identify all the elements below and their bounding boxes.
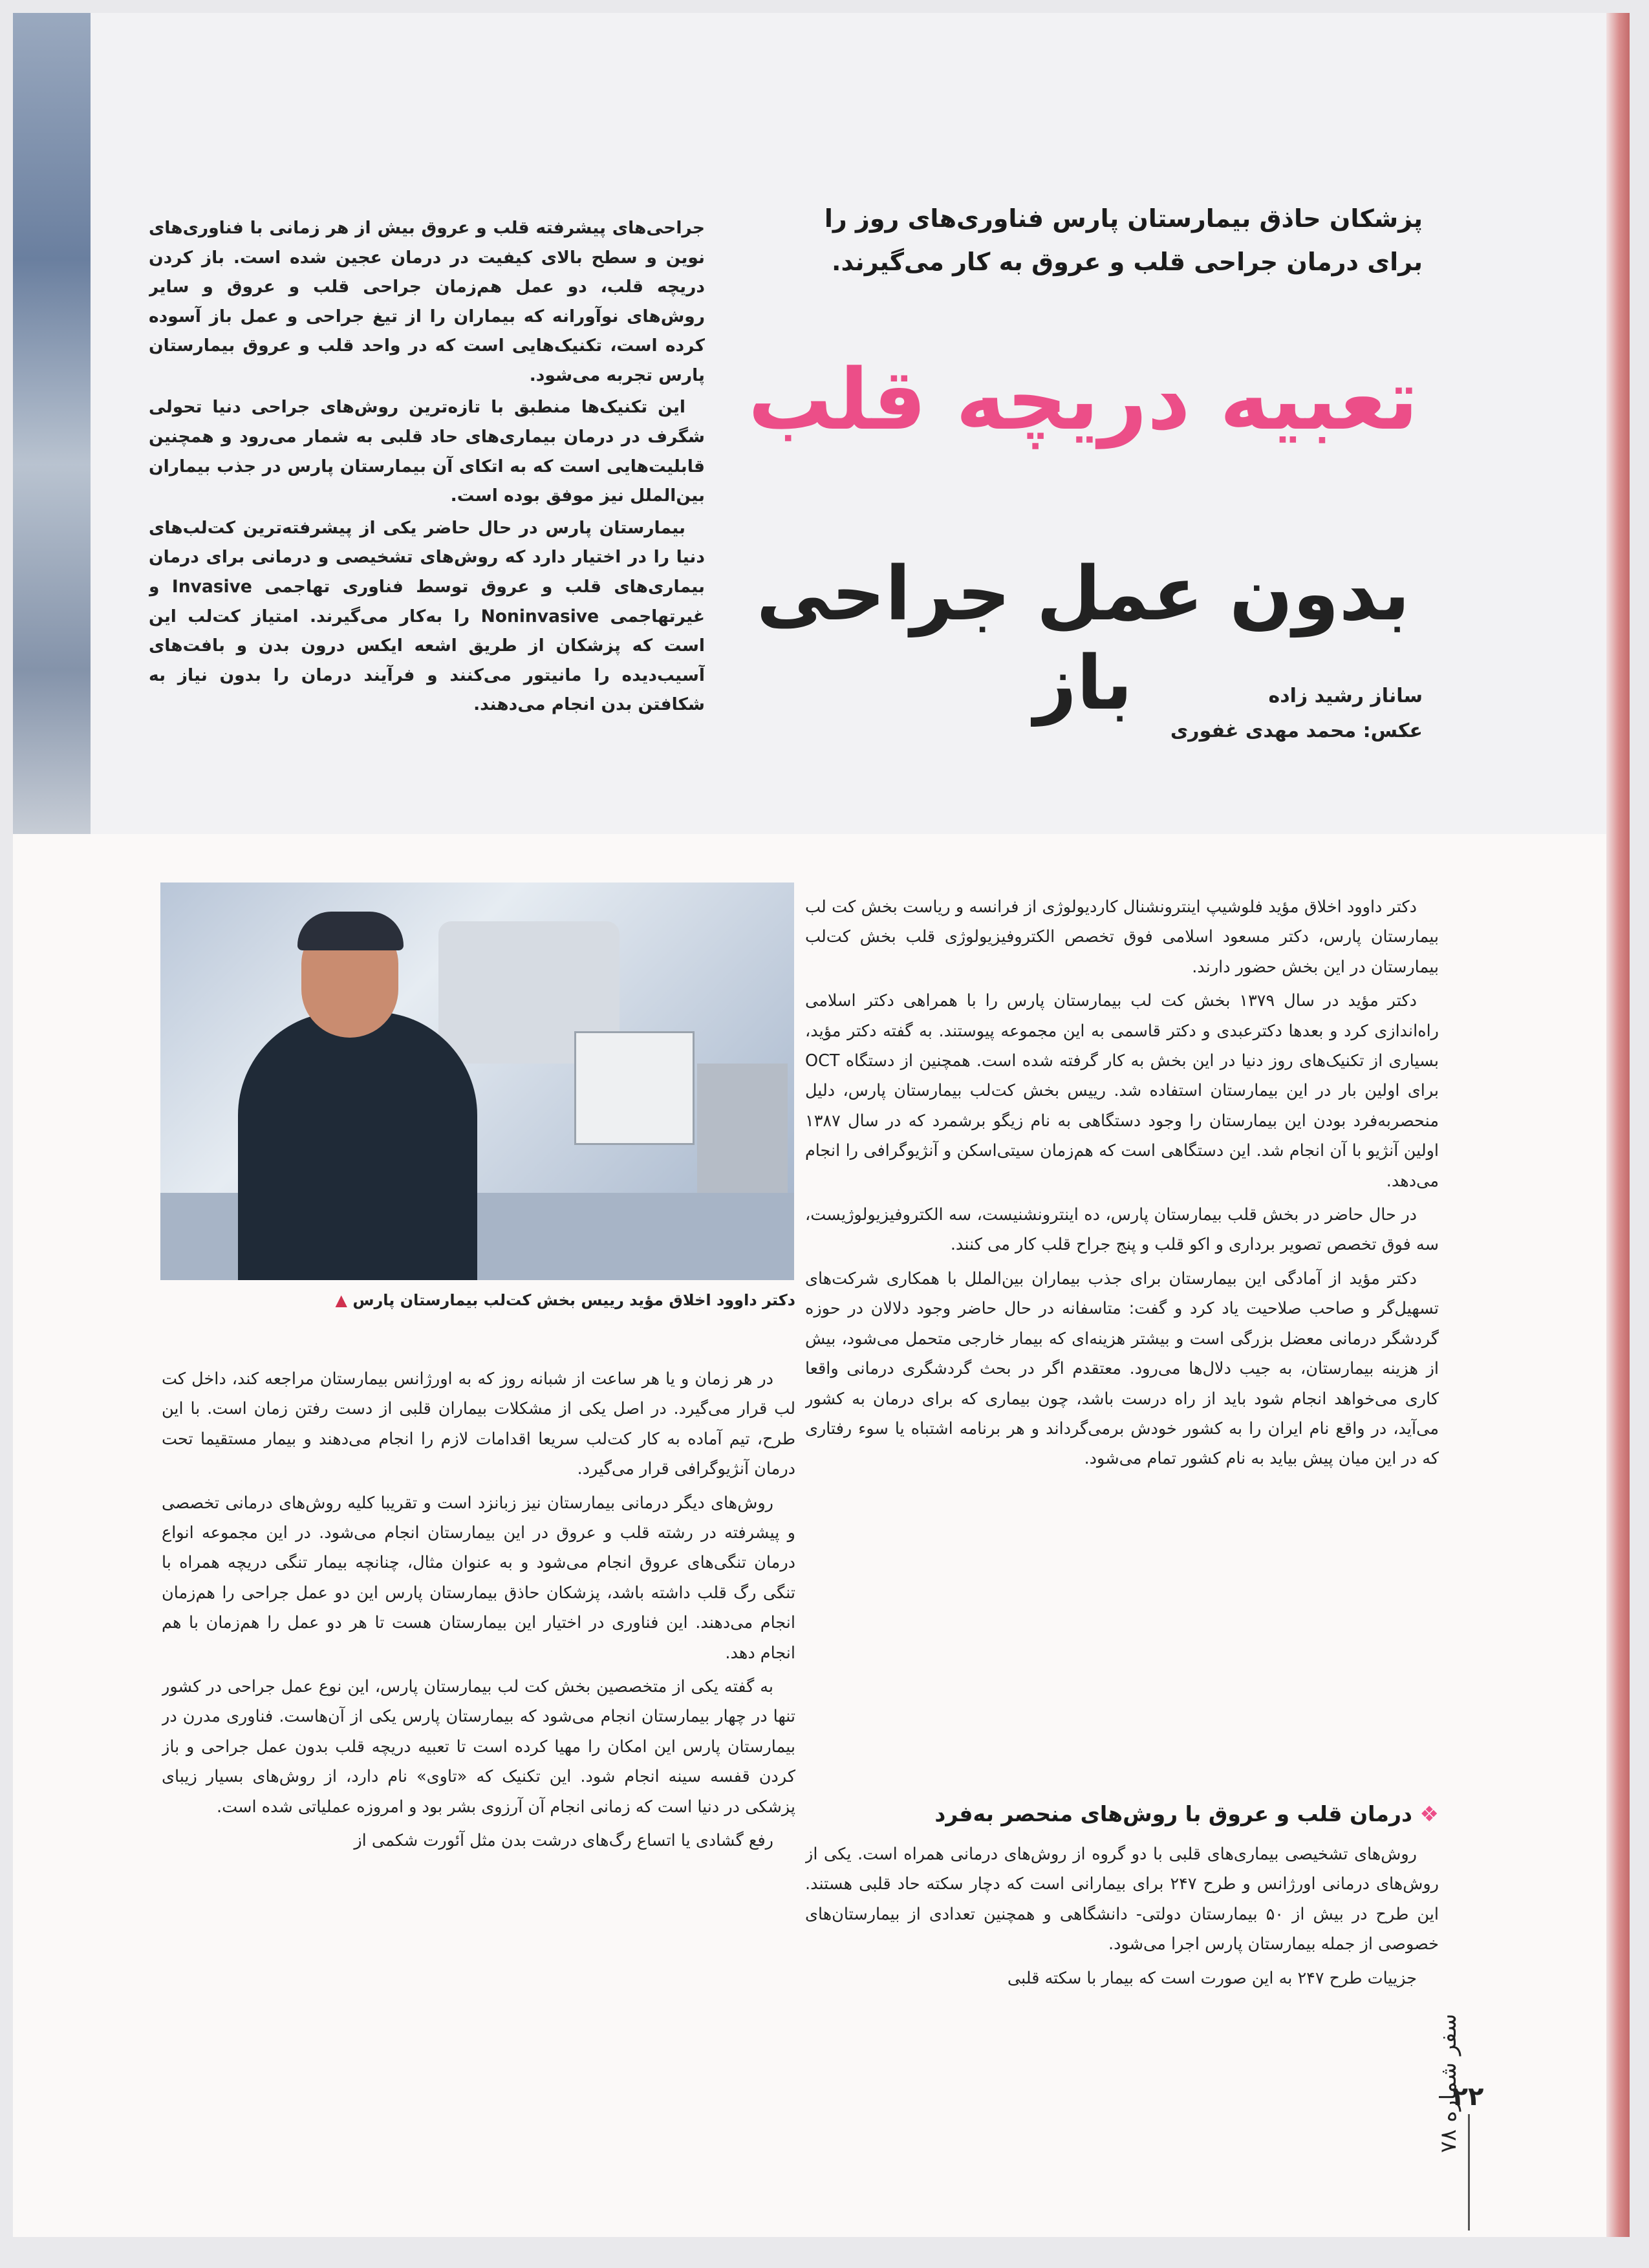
body-paragraph: در حال حاضر در بخش قلب بیمارستان پارس، ده اینترونشنیست، سه الکتروفیزیولوژیست، سه فوق تخصص تصویر برداری و اکو قلب و پنج جراح قلب کار می کنند. xyxy=(805,1205,1439,1255)
article-title-line1: تعبیه دریچه قلب xyxy=(748,350,1419,449)
diamond-bullet-icon: ❖ xyxy=(1419,1801,1439,1826)
left-column xyxy=(162,1364,795,2082)
byline xyxy=(1009,679,1423,749)
section-heading xyxy=(805,1801,1439,1828)
author-name: ساناز رشید زاده xyxy=(1268,685,1423,707)
body-paragraph: دکتر داوود اخلاق مؤید فلوشیپ اینترونشنال کاردیولوژی از فرانسه و ریاست بخش کت لب بیمارستان پارس، دکتر مسعود اسلامی فوق تخصص الکتروفیزیولوژی قلب بخش کت‌لب بیمارستان در این بخش حضور دارند. xyxy=(805,897,1439,977)
body-paragraph: دکتر مؤید از آمادگی این بیمارستان برای جذب بیماران بین‌الملل با همکاری شرکت‌های تسهیل‌گر و صاحب صلاحیت یاد کرد و گفت: متاسفانه در حال حاضر وجود دلالان در حوزه گردشگر درمانی معضل بزرگی است و بیشتر هزینه‌ای که بیمار خارجی متحمل می‌شود، بیش از هزینه بیمارستان، به جیب دلال‌ها می‌رود. معتقدم اگر در بحث گردشگری درمانی واقعا کاری می‌خواهد انجام شود باید از راه درست باشد، چون بیماری که برای درمان به کشور می‌آید، در واقع نام ایران را به کشور خودش برمی‌گرداند و هر برنامه اشتباه یا سوء رفتاری که در این میان پیش بیاید به نام کشور تمام می‌شود. xyxy=(805,1268,1439,1469)
body-paragraph: روش‌های تشخیصی بیماری‌های قلبی با دو گروه از روش‌های درمانی همراه است. یکی از روش‌های درمانی اورژانس و طرح ۲۴۷ برای بیمارانی است که دچار سکته حاد قلبی هستند. این طرح در بیش از ۵۰ بیمارستان دولتی- دانشگاهی و همچنین تعدادی از بیمارستان‌های خصوصی از جمله بیمارستان پارس اجرا می‌شود. xyxy=(805,1845,1439,1954)
page-number: ۲۲ xyxy=(1452,2082,1484,2112)
magazine-name: سفر شماره ۷۸ xyxy=(1436,2013,1461,2153)
photo-caption xyxy=(175,1290,795,1312)
intro-paragraph: بیمارستان پارس در حال حاضر یکی از پیشرفته‌ترین کت‌لب‌های دنیا را در اختیار دارد که روش‌های تشخیصی و درمانی برای درمان بیماری‌های قلب و عروق توسط فناوری تهاجمی Invasive و غیرتهاجمی Noninvasive را به‌کار می‌گیرند. امتیاز کت‌لب این است که پزشکان از طریق اشعه ایکس درون بدن و بافت‌های آسیب‌دیده را مانیتور می‌کنند و فرآیند درمان را بدون نیاز به شکافتن بدن انجام می‌دهند. xyxy=(149,517,705,715)
body-paragraph: روش‌های دیگر درمانی بیمارستان نیز زبانزد است و تقریبا کلیه روش‌های درمانی تخصصی و پیشرفته در رشته قلب و عروق در این بیمارستان انجام می‌شود. در این مجموعه انواع درمان تنگی‌های عروق انجام می‌شود و به عنوان مثال، چنانچه بیمار تنگی دریچه همراه با تنگی رگ قلب داشته باشد، پزشکان حاذق بیمارستان پارس این دو عمل جراحی را هم‌زمان انجام می‌دهند. این فناوری در اختیار این بیمارستان هست تا هر دو عمل را هم‌زمان با هم انجام دهد. xyxy=(162,1493,795,1663)
intro-paragraph: جراحی‌های پیشرفته قلب و عروق بیش از هر زمانی با فناوری‌های نوین و سطح بالای کیفیت در درمان عجین شده است. باز کردن دریچه قلب، دو عمل هم‌زمان جراحی قلب و عروق و سایر روش‌های نوآورانه که بیماران را از تیغ جراحی و عمل باز آسوده کرده است، تکنیک‌هایی است که در واحد قلب و عروق بیمارستان پارس تجربه می‌شود. xyxy=(149,218,705,385)
section-heading-text: درمان قلب و عروق با روش‌های منحصر به‌فرد xyxy=(934,1801,1412,1826)
body-paragraph: در هر زمان و یا هر ساعت از شبانه روز که به اورژانس بیمارستان مراجعه کند، داخل کت لب قرار می‌گیرد. در اصل یکی از مشکلات بیماران قلبی از دست رفتن زمان است. با این طرح، تیم آماده به کار کت‌لب سریعا اقدامات لازم را انجام می‌دهند و بیمار مستقیما تحت درمان آنژیوگرافی قرار می‌گیرد. xyxy=(162,1369,795,1479)
article-title-line2: بدون عمل جراحی باز xyxy=(756,551,1410,727)
page-edge xyxy=(1606,13,1630,2237)
intro-column xyxy=(149,213,705,815)
footer-divider xyxy=(1468,2114,1470,2231)
caption-text: دکتر داوود اخلاق مؤید رییس بخش کت‌لب بیمارستان پارس xyxy=(352,1291,795,1309)
sub-headline: پزشکان حاذق بیمارستان پارس فناوری‌های روز را برای درمان جراحی قلب و عروق به کار می‌گیرند. xyxy=(824,204,1423,276)
triangle-icon: ▲ xyxy=(335,1291,347,1309)
doctor-figure xyxy=(238,1012,477,1280)
intro-paragraph: این تکنیک‌ها منطبق با تازه‌ترین روش‌های جراحی دنیا تحولی شگرف در درمان بیماری‌های حاد قلبی به شمار می‌رود و همچنین قابلیت‌هایی است که به اتکای آن بیمارستان پارس در جذب بیماران بین‌الملل نیز موفق بوده است. xyxy=(149,397,705,506)
right-column-bottom xyxy=(805,1839,1439,2079)
magazine-page xyxy=(13,13,1630,2237)
monitor-shape xyxy=(574,1031,695,1145)
photographer-credit: عکس: محمد مهدی غفوری xyxy=(1170,720,1423,742)
body-paragraph: دکتر مؤید در سال ۱۳۷۹ بخش کت لب بیمارستان پارس را با همراهی دکتر اسلامی راه‌اندازی کرد و بعدها دکترعبدی و دکتر قاسمی به این مجموعه پیوستند. به گفته دکتر مؤید، بسیاری از تکنیک‌های روز دنیا در این بخش به کار گرفته شده است. همچنین از دستگاه OCT برای اولین بار در این بیمارستان استفاده شد. رییس بخش کت‌لب بیمارستان پارس، دلیل منحصربه‌فرد بودن این بیمارستان را وجود دستگاهی به نام زیگو برشمرد که در سال ۱۳۸۷ اولین آنژیو با آن انجام شد. این دستگاهی است که هم‌زمان سیتی‌اسکن و آنژیوگرافی را انجام می‌دهد. xyxy=(805,991,1439,1191)
left-edge-photo xyxy=(13,13,91,834)
surgical-cap xyxy=(297,912,404,950)
body-paragraph: به گفته یکی از متخصصین بخش کت لب بیمارستان پارس، این نوع عمل جراحی در کشور تنها در چهار بیمارستان انجام می‌شود که بیمارستان پارس یکی از آن‌هاست. فناوری مدرن در بیمارستان پارس این امکان را مهیا کرده است تا تعبیه دریچه قلب بدون عمل جراحی و باز کردن قفسه سینه انجام شود. این تکنیک که «تاوی» نام دارد، از روش‌های بسیار زیبای پزشکی در دنیا است که زمانی انجام آن آرزوی بشر بود و امروزه عملیاتی شده است. xyxy=(162,1677,795,1817)
body-paragraph: جزییات طرح ۲۴۷ به این صورت است که بیمار با سکته قلبی xyxy=(1007,1968,1417,1988)
right-column-top xyxy=(805,892,1439,1794)
body-paragraph: رفع گشادی یا اتساع رگ‌های درشت بدن مثل آئورت شکمی از xyxy=(354,1831,773,1851)
doctor-photo xyxy=(160,883,794,1280)
